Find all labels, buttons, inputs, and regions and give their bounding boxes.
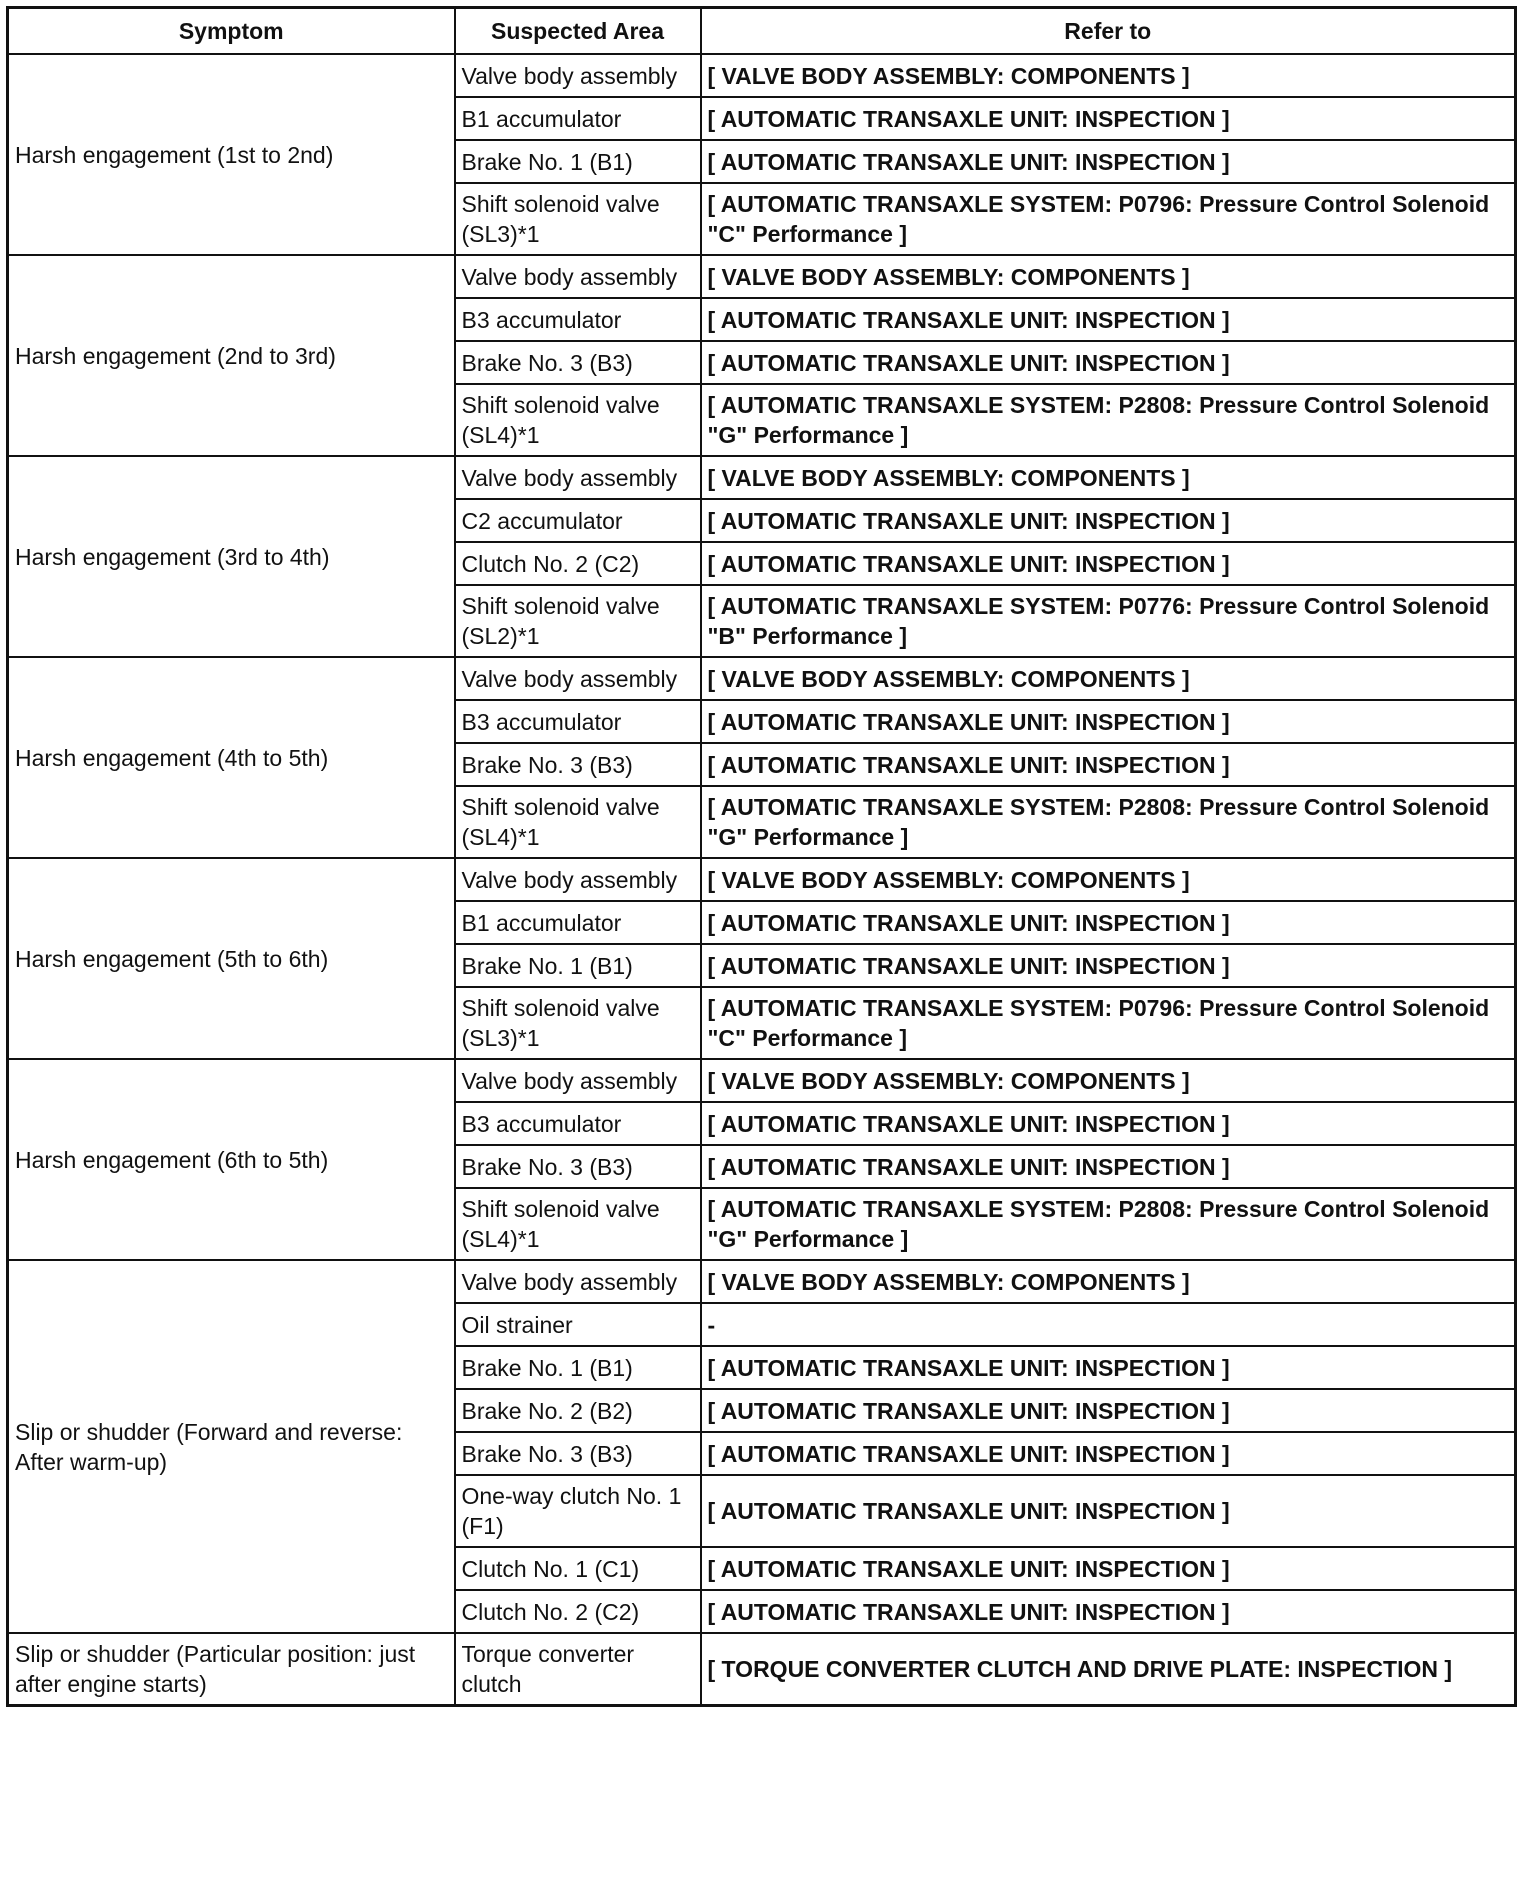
suspected-area-cell: Valve body assembly [455,657,701,700]
symptom-cell: Harsh engagement (1st to 2nd) [8,54,455,255]
refer-to-cell: [ AUTOMATIC TRANSAXLE UNIT: INSPECTION ] [701,1475,1516,1547]
symptom-cell: Harsh engagement (2nd to 3rd) [8,255,455,456]
refer-to-cell: [ AUTOMATIC TRANSAXLE UNIT: INSPECTION ] [701,743,1516,786]
suspected-area-cell: Brake No. 1 (B1) [455,1346,701,1389]
refer-to-cell: [ AUTOMATIC TRANSAXLE UNIT: INSPECTION ] [701,1547,1516,1590]
suspected-area-cell: Brake No. 3 (B3) [455,341,701,384]
suspected-area-cell: Valve body assembly [455,255,701,298]
suspected-area-cell: Shift solenoid valve (SL3)*1 [455,183,701,255]
refer-to-cell: [ AUTOMATIC TRANSAXLE SYSTEM: P0796: Pressure Control Solenoid "C" Performance ] [701,987,1516,1059]
table-row [8,255,1516,298]
symptom-table [6,6,1517,1707]
symptom-cell: Harsh engagement (6th to 5th) [8,1059,455,1260]
symptom-cell: Harsh engagement (5th to 6th) [8,858,455,1059]
table-row [8,54,1516,97]
suspected-area-cell: Brake No. 3 (B3) [455,1145,701,1188]
suspected-area-cell: Valve body assembly [455,456,701,499]
header-suspected-area: Suspected Area [455,8,701,55]
refer-to-cell: [ AUTOMATIC TRANSAXLE SYSTEM: P2808: Pressure Control Solenoid "G" Performance ] [701,384,1516,456]
suspected-area-cell: Brake No. 1 (B1) [455,944,701,987]
suspected-area-cell: Valve body assembly [455,858,701,901]
suspected-area-cell: Shift solenoid valve (SL4)*1 [455,786,701,858]
suspected-area-cell: Brake No. 2 (B2) [455,1389,701,1432]
refer-to-cell: [ AUTOMATIC TRANSAXLE UNIT: INSPECTION ] [701,542,1516,585]
refer-to-cell: - [701,1303,1516,1346]
suspected-area-cell: Valve body assembly [455,1059,701,1102]
refer-to-cell: [ AUTOMATIC TRANSAXLE UNIT: INSPECTION ] [701,97,1516,140]
suspected-area-cell: Brake No. 3 (B3) [455,743,701,786]
refer-to-cell: [ AUTOMATIC TRANSAXLE UNIT: INSPECTION ] [701,944,1516,987]
refer-to-cell: [ VALVE BODY ASSEMBLY: COMPONENTS ] [701,1260,1516,1303]
suspected-area-cell: Oil strainer [455,1303,701,1346]
suspected-area-cell: B3 accumulator [455,700,701,743]
suspected-area-cell: Valve body assembly [455,1260,701,1303]
suspected-area-cell: Brake No. 3 (B3) [455,1432,701,1475]
refer-to-cell: [ AUTOMATIC TRANSAXLE UNIT: INSPECTION ] [701,341,1516,384]
suspected-area-cell: Valve body assembly [455,54,701,97]
refer-to-cell: [ TORQUE CONVERTER CLUTCH AND DRIVE PLATE: INSPECTION ] [701,1633,1516,1706]
refer-to-cell: [ AUTOMATIC TRANSAXLE UNIT: INSPECTION ] [701,700,1516,743]
refer-to-cell: [ AUTOMATIC TRANSAXLE UNIT: INSPECTION ] [701,901,1516,944]
suspected-area-cell: Shift solenoid valve (SL4)*1 [455,384,701,456]
header-symptom: Symptom [8,8,455,55]
refer-to-cell: [ AUTOMATIC TRANSAXLE SYSTEM: P2808: Pressure Control Solenoid "G" Performance ] [701,786,1516,858]
refer-to-cell: [ AUTOMATIC TRANSAXLE UNIT: INSPECTION ] [701,1590,1516,1633]
suspected-area-cell: Clutch No. 2 (C2) [455,1590,701,1633]
suspected-area-cell: Clutch No. 2 (C2) [455,542,701,585]
refer-to-cell: [ VALVE BODY ASSEMBLY: COMPONENTS ] [701,657,1516,700]
table-row [8,1260,1516,1303]
refer-to-cell: [ AUTOMATIC TRANSAXLE UNIT: INSPECTION ] [701,298,1516,341]
table-row [8,657,1516,700]
refer-to-cell: [ AUTOMATIC TRANSAXLE UNIT: INSPECTION ] [701,1346,1516,1389]
refer-to-cell: [ AUTOMATIC TRANSAXLE UNIT: INSPECTION ] [701,140,1516,183]
refer-to-cell: [ AUTOMATIC TRANSAXLE UNIT: INSPECTION ] [701,1432,1516,1475]
suspected-area-cell: Shift solenoid valve (SL3)*1 [455,987,701,1059]
refer-to-cell: [ AUTOMATIC TRANSAXLE SYSTEM: P0776: Pressure Control Solenoid "B" Performance ] [701,585,1516,657]
refer-to-cell: [ VALVE BODY ASSEMBLY: COMPONENTS ] [701,255,1516,298]
suspected-area-cell: B3 accumulator [455,298,701,341]
symptom-cell: Slip or shudder (Forward and reverse: After warm-up) [8,1260,455,1633]
suspected-area-cell: Shift solenoid valve (SL4)*1 [455,1188,701,1260]
refer-to-cell: [ AUTOMATIC TRANSAXLE SYSTEM: P2808: Pressure Control Solenoid "G" Performance ] [701,1188,1516,1260]
suspected-area-cell: Clutch No. 1 (C1) [455,1547,701,1590]
header-refer-to: Refer to [701,8,1516,55]
table-row [8,858,1516,901]
suspected-area-cell: B1 accumulator [455,901,701,944]
suspected-area-cell: B3 accumulator [455,1102,701,1145]
refer-to-cell: [ AUTOMATIC TRANSAXLE UNIT: INSPECTION ] [701,1102,1516,1145]
refer-to-cell: [ AUTOMATIC TRANSAXLE UNIT: INSPECTION ] [701,1389,1516,1432]
refer-to-cell: [ VALVE BODY ASSEMBLY: COMPONENTS ] [701,858,1516,901]
suspected-area-cell: Torque converter clutch [455,1633,701,1706]
refer-to-cell: [ VALVE BODY ASSEMBLY: COMPONENTS ] [701,54,1516,97]
suspected-area-cell: Brake No. 1 (B1) [455,140,701,183]
refer-to-cell: [ AUTOMATIC TRANSAXLE UNIT: INSPECTION ] [701,499,1516,542]
symptom-cell: Harsh engagement (4th to 5th) [8,657,455,858]
refer-to-cell: [ VALVE BODY ASSEMBLY: COMPONENTS ] [701,1059,1516,1102]
table-row [8,456,1516,499]
suspected-area-cell: B1 accumulator [455,97,701,140]
header-row [8,8,1516,55]
suspected-area-cell: One-way clutch No. 1 (F1) [455,1475,701,1547]
refer-to-cell: [ VALVE BODY ASSEMBLY: COMPONENTS ] [701,456,1516,499]
table-body [8,54,1516,1706]
suspected-area-cell: C2 accumulator [455,499,701,542]
table-row [8,1059,1516,1102]
symptom-cell: Slip or shudder (Particular position: just after engine starts) [8,1633,455,1706]
suspected-area-cell: Shift solenoid valve (SL2)*1 [455,585,701,657]
table-row [8,1633,1516,1706]
refer-to-cell: [ AUTOMATIC TRANSAXLE SYSTEM: P0796: Pressure Control Solenoid "C" Performance ] [701,183,1516,255]
symptom-cell: Harsh engagement (3rd to 4th) [8,456,455,657]
refer-to-cell: [ AUTOMATIC TRANSAXLE UNIT: INSPECTION ] [701,1145,1516,1188]
